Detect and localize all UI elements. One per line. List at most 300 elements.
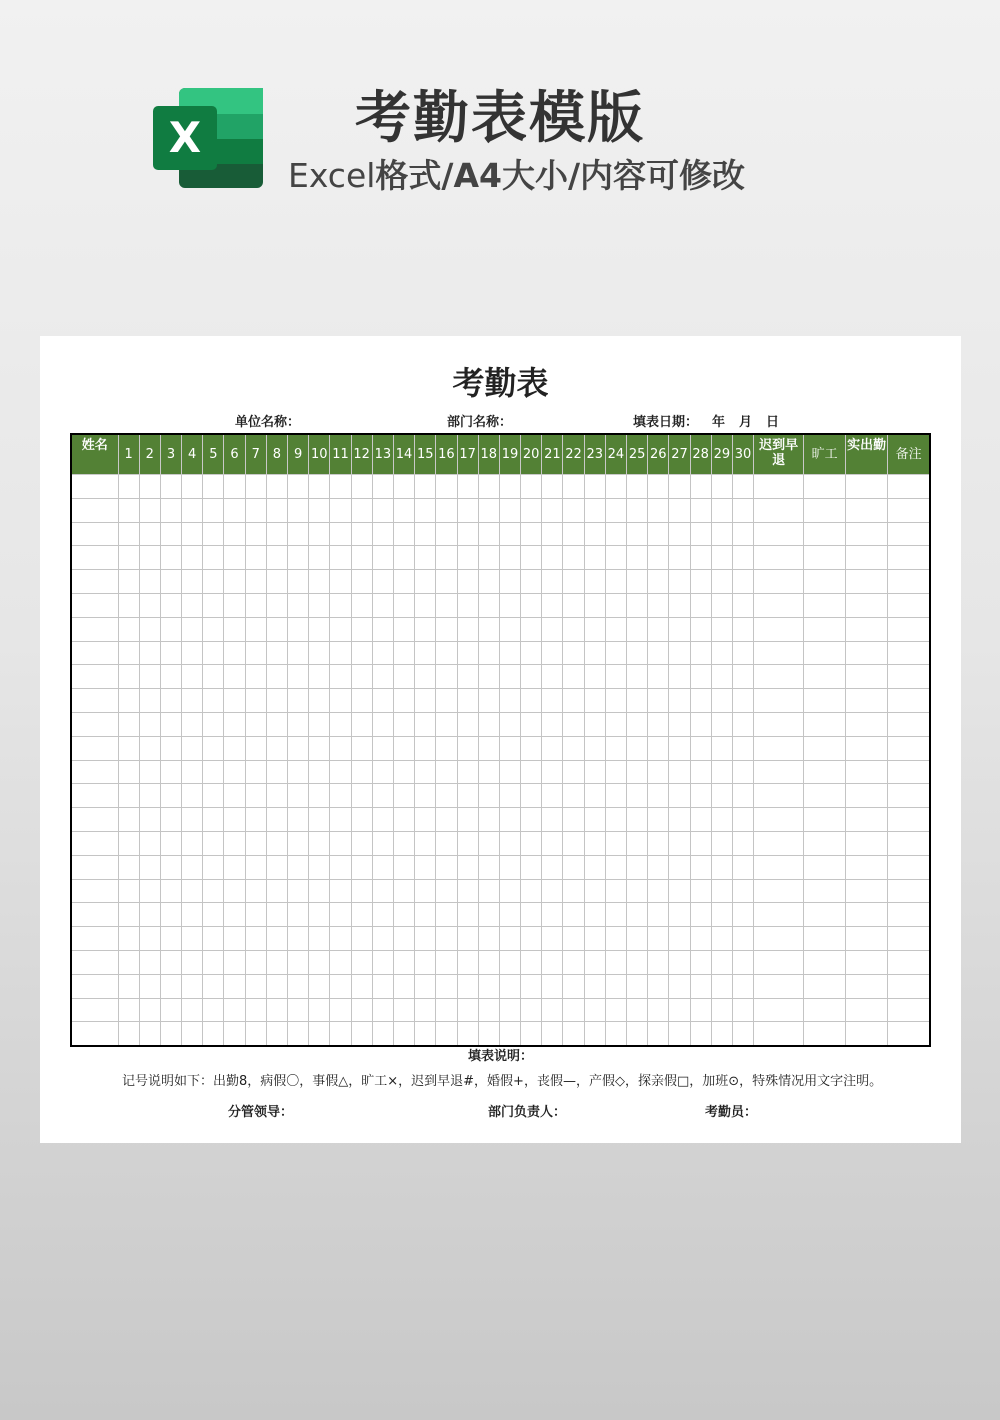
table-cell[interactable] (415, 617, 436, 641)
table-cell[interactable] (478, 808, 499, 832)
table-cell[interactable] (499, 998, 520, 1022)
table-cell[interactable] (118, 831, 139, 855)
table-cell[interactable] (372, 950, 393, 974)
table-cell[interactable] (542, 689, 563, 713)
table-cell[interactable] (584, 665, 605, 689)
table-cell[interactable] (627, 927, 648, 951)
table-cell[interactable] (804, 665, 846, 689)
table-cell[interactable] (309, 498, 330, 522)
table-cell[interactable] (804, 1022, 846, 1046)
table-cell[interactable] (804, 974, 846, 998)
table-cell[interactable] (330, 760, 351, 784)
table-cell[interactable] (139, 760, 160, 784)
table-cell[interactable] (605, 855, 626, 879)
table-cell[interactable] (203, 641, 224, 665)
table-cell[interactable] (669, 546, 690, 570)
table-cell[interactable] (139, 570, 160, 594)
table-cell[interactable] (266, 617, 287, 641)
table-cell[interactable] (436, 760, 457, 784)
table-cell[interactable] (309, 641, 330, 665)
table-cell[interactable] (732, 903, 753, 927)
table-cell[interactable] (457, 879, 478, 903)
table-cell[interactable] (182, 998, 203, 1022)
table-cell[interactable] (182, 831, 203, 855)
table-cell[interactable] (203, 998, 224, 1022)
table-cell[interactable] (732, 760, 753, 784)
table-cell[interactable] (563, 998, 584, 1022)
table-cell[interactable] (160, 784, 181, 808)
table-cell[interactable] (584, 522, 605, 546)
table-cell[interactable] (139, 1022, 160, 1046)
table-cell[interactable] (393, 641, 414, 665)
table-cell[interactable] (605, 998, 626, 1022)
table-cell[interactable] (372, 855, 393, 879)
table-cell[interactable] (563, 736, 584, 760)
table-cell[interactable] (888, 1022, 930, 1046)
table-cell[interactable] (182, 475, 203, 499)
table-cell[interactable] (478, 712, 499, 736)
table-cell[interactable] (351, 736, 372, 760)
table-cell[interactable] (669, 641, 690, 665)
table-cell[interactable] (415, 593, 436, 617)
table-cell[interactable] (457, 689, 478, 713)
table-cell[interactable] (182, 808, 203, 832)
table-cell[interactable] (648, 831, 669, 855)
table-cell[interactable] (521, 689, 542, 713)
table-cell[interactable] (605, 903, 626, 927)
table-cell[interactable] (605, 665, 626, 689)
table-cell[interactable] (563, 498, 584, 522)
table-cell[interactable] (499, 855, 520, 879)
table-cell[interactable] (542, 950, 563, 974)
table-cell[interactable] (224, 808, 245, 832)
table-cell[interactable] (542, 998, 563, 1022)
table-cell[interactable] (648, 498, 669, 522)
table-cell[interactable] (669, 998, 690, 1022)
table-cell[interactable] (563, 950, 584, 974)
table-cell[interactable] (499, 665, 520, 689)
table-cell[interactable] (584, 784, 605, 808)
table-cell[interactable] (71, 593, 118, 617)
table-cell[interactable] (182, 927, 203, 951)
table-cell[interactable] (372, 689, 393, 713)
table-cell[interactable] (627, 760, 648, 784)
table-cell[interactable] (846, 950, 888, 974)
table-cell[interactable] (393, 617, 414, 641)
table-cell[interactable] (888, 950, 930, 974)
table-cell[interactable] (542, 712, 563, 736)
table-cell[interactable] (139, 879, 160, 903)
table-cell[interactable] (118, 855, 139, 879)
table-cell[interactable] (330, 665, 351, 689)
table-cell[interactable] (804, 879, 846, 903)
table-cell[interactable] (203, 784, 224, 808)
table-cell[interactable] (309, 665, 330, 689)
table-cell[interactable] (457, 736, 478, 760)
table-cell[interactable] (330, 475, 351, 499)
table-cell[interactable] (457, 974, 478, 998)
table-cell[interactable] (804, 927, 846, 951)
table-cell[interactable] (118, 522, 139, 546)
table-cell[interactable] (330, 570, 351, 594)
table-cell[interactable] (627, 1022, 648, 1046)
table-cell[interactable] (648, 593, 669, 617)
table-cell[interactable] (266, 522, 287, 546)
table-cell[interactable] (160, 831, 181, 855)
table-cell[interactable] (499, 1022, 520, 1046)
table-cell[interactable] (605, 1022, 626, 1046)
table-cell[interactable] (711, 998, 732, 1022)
table-cell[interactable] (690, 903, 711, 927)
table-cell[interactable] (521, 760, 542, 784)
table-cell[interactable] (182, 522, 203, 546)
table-cell[interactable] (118, 617, 139, 641)
table-cell[interactable] (888, 712, 930, 736)
table-cell[interactable] (139, 855, 160, 879)
table-cell[interactable] (542, 641, 563, 665)
table-cell[interactable] (478, 617, 499, 641)
table-cell[interactable] (182, 855, 203, 879)
table-cell[interactable] (521, 903, 542, 927)
table-cell[interactable] (888, 998, 930, 1022)
table-cell[interactable] (627, 784, 648, 808)
table-cell[interactable] (521, 998, 542, 1022)
table-cell[interactable] (690, 974, 711, 998)
table-cell[interactable] (457, 498, 478, 522)
table-cell[interactable] (627, 831, 648, 855)
table-cell[interactable] (563, 903, 584, 927)
table-cell[interactable] (669, 855, 690, 879)
table-cell[interactable] (478, 522, 499, 546)
table-cell[interactable] (224, 475, 245, 499)
table-cell[interactable] (846, 570, 888, 594)
table-cell[interactable] (478, 546, 499, 570)
table-cell[interactable] (160, 736, 181, 760)
table-cell[interactable] (478, 593, 499, 617)
table-cell[interactable] (160, 760, 181, 784)
table-cell[interactable] (224, 689, 245, 713)
table-cell[interactable] (732, 712, 753, 736)
table-cell[interactable] (160, 498, 181, 522)
table-cell[interactable] (754, 665, 804, 689)
table-cell[interactable] (754, 927, 804, 951)
table-cell[interactable] (669, 617, 690, 641)
table-cell[interactable] (804, 998, 846, 1022)
table-cell[interactable] (330, 903, 351, 927)
table-cell[interactable] (330, 879, 351, 903)
table-cell[interactable] (393, 974, 414, 998)
table-cell[interactable] (846, 617, 888, 641)
table-cell[interactable] (288, 641, 309, 665)
table-cell[interactable] (182, 784, 203, 808)
table-cell[interactable] (309, 998, 330, 1022)
table-cell[interactable] (224, 927, 245, 951)
table-cell[interactable] (351, 831, 372, 855)
table-cell[interactable] (804, 546, 846, 570)
table-cell[interactable] (160, 927, 181, 951)
table-cell[interactable] (563, 760, 584, 784)
table-cell[interactable] (436, 784, 457, 808)
table-cell[interactable] (415, 831, 436, 855)
table-cell[interactable] (648, 903, 669, 927)
table-cell[interactable] (415, 546, 436, 570)
table-cell[interactable] (584, 831, 605, 855)
table-cell[interactable] (521, 712, 542, 736)
table-cell[interactable] (118, 641, 139, 665)
table-cell[interactable] (160, 879, 181, 903)
table-cell[interactable] (160, 950, 181, 974)
table-cell[interactable] (754, 712, 804, 736)
table-cell[interactable] (711, 903, 732, 927)
table-cell[interactable] (118, 760, 139, 784)
table-cell[interactable] (245, 831, 266, 855)
table-cell[interactable] (457, 593, 478, 617)
table-cell[interactable] (372, 617, 393, 641)
table-cell[interactable] (457, 998, 478, 1022)
table-cell[interactable] (521, 570, 542, 594)
table-cell[interactable] (478, 998, 499, 1022)
table-cell[interactable] (71, 855, 118, 879)
table-cell[interactable] (203, 808, 224, 832)
table-cell[interactable] (499, 974, 520, 998)
table-cell[interactable] (754, 784, 804, 808)
table-cell[interactable] (160, 570, 181, 594)
table-cell[interactable] (351, 546, 372, 570)
table-cell[interactable] (711, 617, 732, 641)
table-cell[interactable] (846, 593, 888, 617)
table-cell[interactable] (266, 475, 287, 499)
table-cell[interactable] (584, 617, 605, 641)
table-cell[interactable] (71, 808, 118, 832)
table-cell[interactable] (478, 665, 499, 689)
table-cell[interactable] (563, 784, 584, 808)
table-cell[interactable] (372, 974, 393, 998)
table-cell[interactable] (605, 689, 626, 713)
table-cell[interactable] (245, 879, 266, 903)
table-cell[interactable] (542, 808, 563, 832)
table-cell[interactable] (393, 546, 414, 570)
table-cell[interactable] (266, 950, 287, 974)
table-cell[interactable] (372, 879, 393, 903)
table-cell[interactable] (711, 1022, 732, 1046)
table-cell[interactable] (436, 498, 457, 522)
table-cell[interactable] (669, 879, 690, 903)
table-cell[interactable] (754, 808, 804, 832)
table-cell[interactable] (203, 950, 224, 974)
table-cell[interactable] (372, 570, 393, 594)
table-cell[interactable] (288, 808, 309, 832)
table-cell[interactable] (846, 998, 888, 1022)
table-cell[interactable] (457, 712, 478, 736)
table-cell[interactable] (846, 736, 888, 760)
table-cell[interactable] (160, 808, 181, 832)
table-cell[interactable] (605, 736, 626, 760)
table-cell[interactable] (669, 808, 690, 832)
table-cell[interactable] (648, 712, 669, 736)
table-cell[interactable] (182, 570, 203, 594)
table-cell[interactable] (245, 570, 266, 594)
table-cell[interactable] (372, 808, 393, 832)
table-cell[interactable] (804, 950, 846, 974)
table-cell[interactable] (521, 974, 542, 998)
table-cell[interactable] (288, 593, 309, 617)
table-cell[interactable] (648, 1022, 669, 1046)
table-cell[interactable] (521, 808, 542, 832)
table-cell[interactable] (584, 855, 605, 879)
table-cell[interactable] (139, 736, 160, 760)
table-cell[interactable] (203, 974, 224, 998)
table-cell[interactable] (669, 974, 690, 998)
table-cell[interactable] (372, 665, 393, 689)
table-cell[interactable] (203, 522, 224, 546)
table-cell[interactable] (415, 879, 436, 903)
table-cell[interactable] (266, 784, 287, 808)
table-cell[interactable] (139, 665, 160, 689)
table-cell[interactable] (160, 475, 181, 499)
table-cell[interactable] (627, 712, 648, 736)
table-cell[interactable] (139, 903, 160, 927)
table-cell[interactable] (563, 855, 584, 879)
table-cell[interactable] (690, 498, 711, 522)
table-cell[interactable] (71, 831, 118, 855)
table-cell[interactable] (266, 927, 287, 951)
table-cell[interactable] (563, 546, 584, 570)
table-cell[interactable] (711, 522, 732, 546)
table-cell[interactable] (415, 760, 436, 784)
table-cell[interactable] (351, 998, 372, 1022)
table-cell[interactable] (754, 879, 804, 903)
table-cell[interactable] (436, 665, 457, 689)
table-cell[interactable] (245, 665, 266, 689)
table-cell[interactable] (521, 475, 542, 499)
table-cell[interactable] (393, 736, 414, 760)
table-cell[interactable] (804, 784, 846, 808)
table-cell[interactable] (478, 879, 499, 903)
table-cell[interactable] (669, 475, 690, 499)
table-cell[interactable] (245, 736, 266, 760)
table-cell[interactable] (160, 998, 181, 1022)
table-cell[interactable] (521, 546, 542, 570)
table-cell[interactable] (732, 689, 753, 713)
table-cell[interactable] (690, 522, 711, 546)
table-cell[interactable] (182, 498, 203, 522)
table-cell[interactable] (245, 546, 266, 570)
table-cell[interactable] (372, 736, 393, 760)
table-cell[interactable] (118, 689, 139, 713)
table-cell[interactable] (690, 808, 711, 832)
table-cell[interactable] (627, 736, 648, 760)
table-cell[interactable] (669, 593, 690, 617)
table-cell[interactable] (605, 641, 626, 665)
table-cell[interactable] (351, 522, 372, 546)
table-cell[interactable] (478, 475, 499, 499)
table-cell[interactable] (499, 927, 520, 951)
table-cell[interactable] (521, 593, 542, 617)
table-cell[interactable] (648, 475, 669, 499)
table-cell[interactable] (351, 974, 372, 998)
table-cell[interactable] (415, 570, 436, 594)
table-cell[interactable] (182, 593, 203, 617)
table-cell[interactable] (71, 689, 118, 713)
table-cell[interactable] (732, 546, 753, 570)
table-cell[interactable] (203, 475, 224, 499)
table-cell[interactable] (711, 712, 732, 736)
table-cell[interactable] (542, 855, 563, 879)
table-cell[interactable] (266, 641, 287, 665)
table-cell[interactable] (224, 617, 245, 641)
table-cell[interactable] (139, 927, 160, 951)
table-cell[interactable] (499, 641, 520, 665)
table-cell[interactable] (478, 831, 499, 855)
table-cell[interactable] (754, 903, 804, 927)
table-cell[interactable] (182, 546, 203, 570)
table-cell[interactable] (330, 641, 351, 665)
table-cell[interactable] (478, 927, 499, 951)
table-cell[interactable] (203, 665, 224, 689)
table-cell[interactable] (224, 831, 245, 855)
table-cell[interactable] (224, 570, 245, 594)
table-cell[interactable] (648, 855, 669, 879)
table-cell[interactable] (288, 879, 309, 903)
table-cell[interactable] (584, 1022, 605, 1046)
table-cell[interactable] (309, 903, 330, 927)
table-cell[interactable] (139, 974, 160, 998)
table-cell[interactable] (711, 498, 732, 522)
table-cell[interactable] (266, 546, 287, 570)
table-cell[interactable] (846, 641, 888, 665)
table-cell[interactable] (160, 903, 181, 927)
table-cell[interactable] (669, 570, 690, 594)
table-cell[interactable] (415, 665, 436, 689)
table-cell[interactable] (648, 784, 669, 808)
table-cell[interactable] (457, 760, 478, 784)
table-cell[interactable] (690, 665, 711, 689)
table-cell[interactable] (584, 808, 605, 832)
table-cell[interactable] (627, 879, 648, 903)
table-cell[interactable] (203, 546, 224, 570)
table-cell[interactable] (584, 903, 605, 927)
table-cell[interactable] (605, 498, 626, 522)
table-cell[interactable] (478, 974, 499, 998)
table-cell[interactable] (139, 831, 160, 855)
table-cell[interactable] (139, 593, 160, 617)
table-cell[interactable] (521, 831, 542, 855)
table-cell[interactable] (521, 1022, 542, 1046)
table-cell[interactable] (888, 927, 930, 951)
table-cell[interactable] (118, 784, 139, 808)
table-cell[interactable] (605, 760, 626, 784)
table-cell[interactable] (846, 927, 888, 951)
table-cell[interactable] (436, 736, 457, 760)
table-cell[interactable] (71, 546, 118, 570)
table-cell[interactable] (690, 736, 711, 760)
table-cell[interactable] (605, 784, 626, 808)
table-cell[interactable] (690, 831, 711, 855)
table-cell[interactable] (415, 1022, 436, 1046)
table-cell[interactable] (372, 760, 393, 784)
table-cell[interactable] (351, 808, 372, 832)
table-cell[interactable] (288, 712, 309, 736)
table-cell[interactable] (754, 974, 804, 998)
table-cell[interactable] (627, 689, 648, 713)
table-cell[interactable] (711, 855, 732, 879)
table-cell[interactable] (372, 784, 393, 808)
table-cell[interactable] (139, 689, 160, 713)
table-cell[interactable] (118, 998, 139, 1022)
table-cell[interactable] (542, 736, 563, 760)
table-cell[interactable] (393, 689, 414, 713)
table-cell[interactable] (711, 879, 732, 903)
